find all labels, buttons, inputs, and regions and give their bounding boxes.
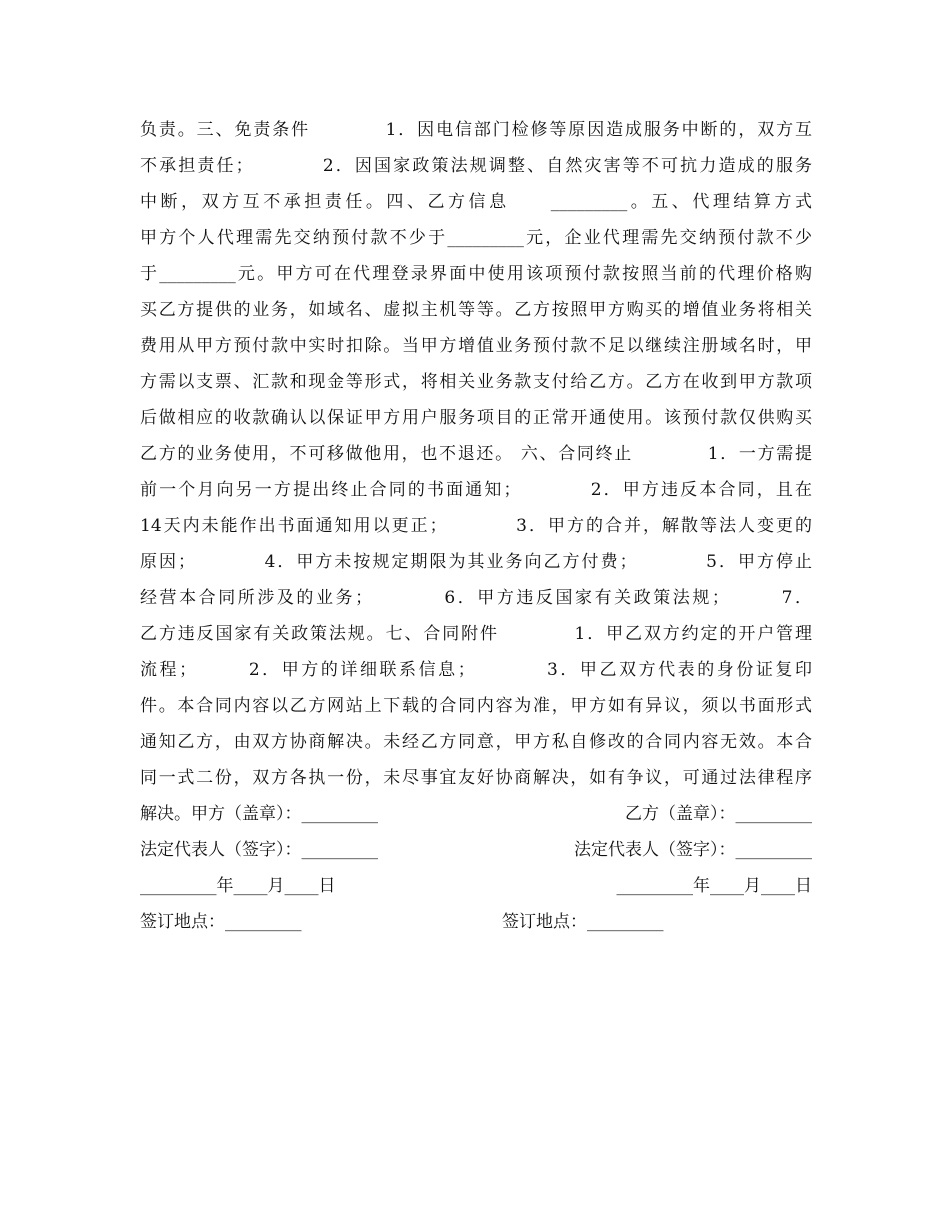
- body-line-14: 经营本合同所涉及的业务； 6．甲方违反国家有关政策法规； 7．: [140, 588, 812, 608]
- party-b-location-line: 签订地点：_________: [502, 912, 664, 932]
- party-a-date-line: _________年____月____日: [140, 876, 336, 896]
- body-line-18: 通知乙方，由双方协商解决。未经乙方同意，甲方私自修改的合同内容无效。本合: [140, 732, 812, 752]
- body-line-3: 中断，双方互不承担责任。四、乙方信息 _________。五、代理结算方式: [140, 192, 812, 212]
- body-line-15: 乙方违反国家有关政策法规。七、合同附件 1．甲乙双方约定的开户管理: [140, 624, 812, 644]
- body-line-19: 同一式二份，双方各执一份，未尽事宜友好协商解决，如有争议，可通过法律程序: [140, 768, 812, 788]
- body-line-4: 甲方个人代理需先交纳预付款不少于_________元，企业代理需先交纳预付款不少: [140, 228, 812, 248]
- party-b-representative-line: 法定代表人（签字）：_________: [574, 840, 812, 860]
- body-line-13: 原因； 4．甲方未按规定期限为其业务向乙方付费； 5．甲方停止: [140, 552, 812, 572]
- body-line-2: 不承担责任； 2．因国家政策法规调整、自然灾害等不可抗力造成的服务: [140, 156, 812, 176]
- body-line-10: 乙方的业务使用，不可移做他用，也不退还。 六、合同终止 1．一方需提: [140, 444, 812, 464]
- body-line-17: 件。本合同内容以乙方网站上下载的合同内容为准，甲方如有异议，须以书面形式: [140, 696, 812, 716]
- body-line-9: 后做相应的收款确认以保证甲方用户服务项目的正常开通使用。该预付款仅供购买: [140, 408, 812, 428]
- body-line-5: 于_________元。甲方可在代理登录界面中使用该项预付款按照当前的代理价格购: [140, 264, 812, 284]
- party-a-seal-line: 解决。甲方（盖章）：_________: [140, 804, 378, 824]
- party-b-date-line: _________年____月____日: [616, 876, 812, 896]
- body-line-1: 负责。三、免责条件 1．因电信部门检修等原因造成服务中断的，双方互: [140, 120, 812, 140]
- party-b-seal-line: 乙方（盖章）：_________: [625, 804, 812, 824]
- body-line-12: 14天内未能作出书面通知用以更正； 3．甲方的合并，解散等法人变更的: [140, 516, 812, 536]
- body-line-6: 买乙方提供的业务，如域名、虚拟主机等等。乙方按照甲方购买的增值业务将相关: [140, 300, 812, 320]
- party-a-location-line: 签订地点：_________: [140, 912, 302, 932]
- body-line-11: 前一个月向另一方提出终止合同的书面通知； 2．甲方违反本合同，且在: [140, 480, 812, 500]
- body-line-16: 流程； 2．甲方的详细联系信息； 3．甲乙双方代表的身份证复印: [140, 660, 812, 680]
- party-a-representative-line: 法定代表人（签字）：_________: [140, 840, 378, 860]
- body-line-7: 费用从甲方预付款中实时扣除。当甲方增值业务预付款不足以继续注册域名时，甲: [140, 336, 812, 356]
- body-line-8: 方需以支票、汇款和现金等形式，将相关业务款支付给乙方。乙方在收到甲方款项: [140, 372, 812, 392]
